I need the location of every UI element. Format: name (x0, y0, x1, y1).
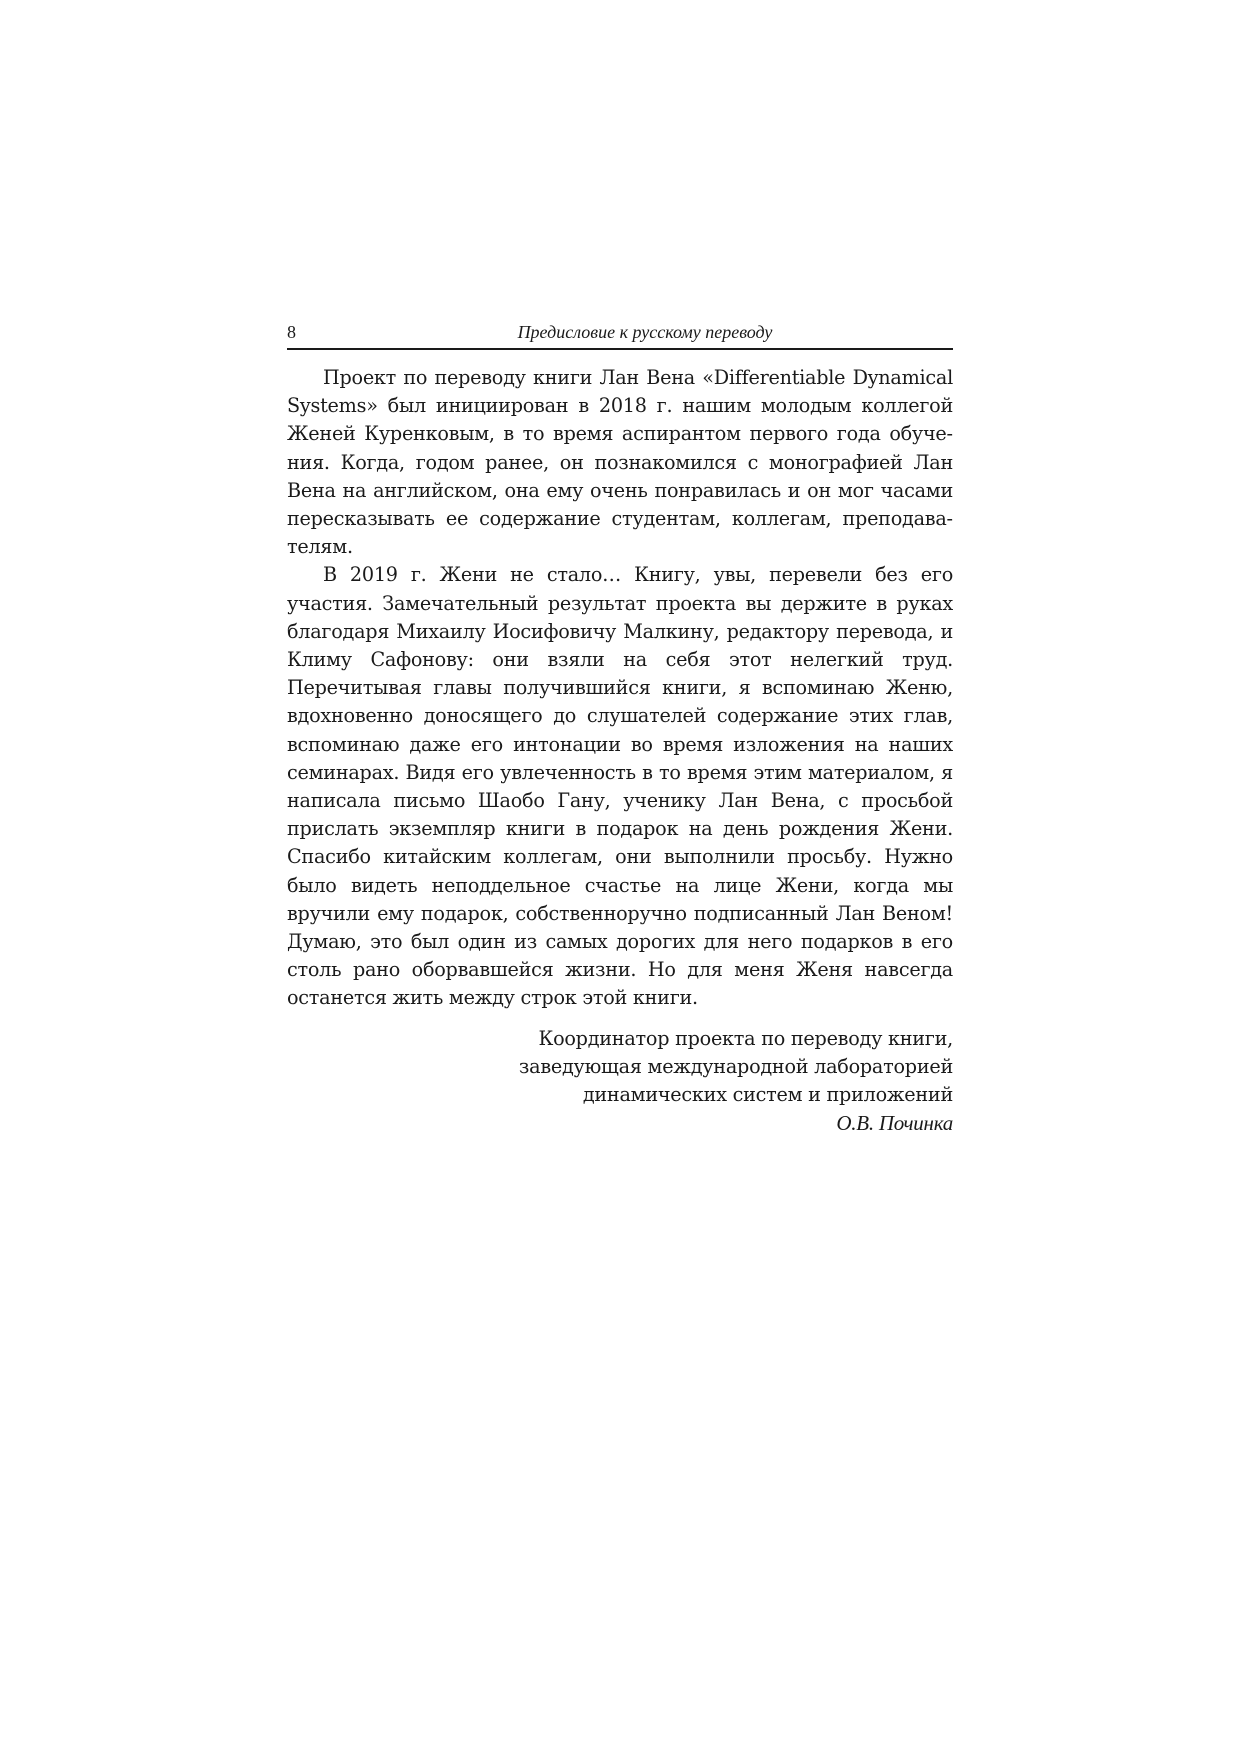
paragraph-1: Проект по переводу книги Лан Вена «Differentiable Dynamical Systems» был инициирован в 2018 г. нашим молодым коллегой Женей Куренковым, в то время аспирантом первого года обучения. Когда, годом ранее, он познакомился с монографией Лан Вена на английском, она ему очень понравилась и он мог часами пересказывать ее содержание студентам, коллегам, преподавателям. (287, 366, 953, 559)
page-number: 8 (287, 322, 296, 342)
signature-role-line-2: заведующая международной лабораторией (518, 1054, 953, 1078)
running-title: Предисловие к русскому переводу (517, 322, 773, 342)
signature-role-line-3: динамических систем и приложений (582, 1083, 953, 1107)
preface-body (287, 364, 953, 1013)
book-page (287, 320, 953, 1137)
signature-name: О.В. Починка (836, 1111, 953, 1136)
signature-role-line-1: Координатор проекта по переводу книги, (538, 1026, 953, 1050)
signature-block (287, 1025, 953, 1138)
running-header (287, 320, 953, 350)
paragraph-2: В 2019 г. Жени не стало… Книгу, увы, перевели без его участия. Замечательный результат проекта вы держите в руках благодаря Михаилу Иосифовичу Малкину, редактору перевода, и Климу Сафонову: они взяли на себя этот нелегкий труд. Перечитывая главы получившийся книги, я вспоминаю Женю, вдохновенно доносящего до слушателей содержание этих глав, вспоминаю даже его интонации во время изложения на наших семинарах. Видя его увлеченность в то время этим материалом, я написала письмо Шаобо Гану, ученику Лан Вена, с просьбой прислать экземпляр книги в подарок на день рождения Жени. Спасибо китайским коллегам, они выполнили просьбу. Нужно было видеть неподдельное счастье на лице Жени, когда мы вручили ему подарок, собственноручно подписанный Лан Веном! Думаю, это был один из самых дорогих для него подарков в его столь рано оборвавшейся жизни. Но для меня Женя навсегда останется жить между строк этой книги. (287, 563, 953, 1010)
